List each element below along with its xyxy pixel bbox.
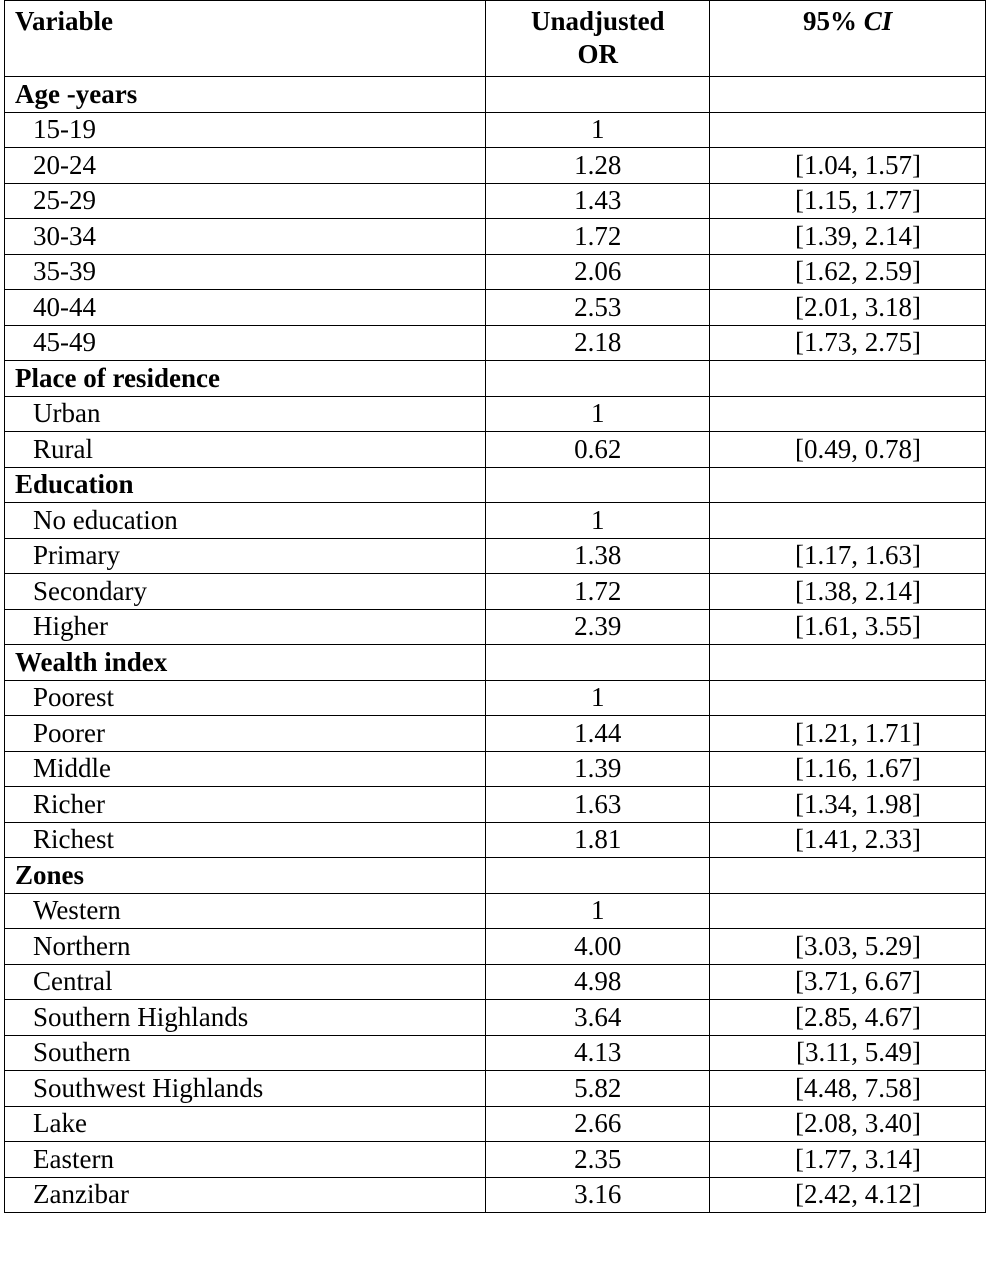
table-row: [5, 1035, 986, 1071]
confidence-interval-value: [2.08, 3.40]: [710, 1106, 986, 1142]
confidence-interval-value: [1.04, 1.57]: [710, 148, 986, 184]
header-unadjusted-or: [486, 1, 710, 77]
table-row: [5, 1071, 986, 1107]
table-row: [5, 538, 986, 574]
row-label: Richest: [5, 822, 486, 858]
empty-cell: [486, 858, 710, 894]
odds-ratio-value: 1.81: [486, 822, 710, 858]
odds-ratio-value: 4.00: [486, 929, 710, 965]
odds-ratio-value: 1.72: [486, 219, 710, 255]
confidence-interval-value: [2.42, 4.12]: [710, 1177, 986, 1213]
table-row: [5, 893, 986, 929]
confidence-interval-value: [1.77, 3.14]: [710, 1142, 986, 1178]
row-label: 35-39: [5, 254, 486, 290]
confidence-interval-value: [710, 680, 986, 716]
odds-ratio-value: 1.28: [486, 148, 710, 184]
odds-ratio-value: 1.39: [486, 751, 710, 787]
section-row: [5, 858, 986, 894]
row-label: No education: [5, 503, 486, 539]
row-label: 30-34: [5, 219, 486, 255]
table-row: [5, 751, 986, 787]
table-row: [5, 680, 986, 716]
section-title: Place of residence: [5, 361, 486, 397]
odds-ratio-value: 1.44: [486, 716, 710, 752]
row-label: Southwest Highlands: [5, 1071, 486, 1107]
odds-ratio-value: 2.66: [486, 1106, 710, 1142]
table-row: [5, 609, 986, 645]
empty-cell: [710, 77, 986, 113]
row-label: Urban: [5, 396, 486, 432]
odds-ratio-value: 2.39: [486, 609, 710, 645]
odds-ratio-value: 2.35: [486, 1142, 710, 1178]
table-row: [5, 396, 986, 432]
row-label: Western: [5, 893, 486, 929]
table-row: [5, 254, 986, 290]
table-row: [5, 183, 986, 219]
row-label: Central: [5, 964, 486, 1000]
empty-cell: [710, 361, 986, 397]
row-label: Poorer: [5, 716, 486, 752]
section-title: Age -years: [5, 77, 486, 113]
odds-ratio-value: 1.43: [486, 183, 710, 219]
table-row: [5, 503, 986, 539]
odds-ratio-value: 4.13: [486, 1035, 710, 1071]
odds-ratio-value: 1.38: [486, 538, 710, 574]
table-row: [5, 1000, 986, 1036]
row-label: Middle: [5, 751, 486, 787]
confidence-interval-value: [2.85, 4.67]: [710, 1000, 986, 1036]
row-label: 45-49: [5, 325, 486, 361]
confidence-interval-value: [1.73, 2.75]: [710, 325, 986, 361]
row-label: Zanzibar: [5, 1177, 486, 1213]
odds-ratio-value: 1: [486, 680, 710, 716]
row-label: Southern Highlands: [5, 1000, 486, 1036]
header-row: [5, 1, 986, 77]
row-label: 15-19: [5, 112, 486, 148]
empty-cell: [486, 645, 710, 681]
header-or-line1: Unadjusted: [531, 6, 665, 36]
table-row: [5, 929, 986, 965]
table-row: [5, 219, 986, 255]
table-row: [5, 716, 986, 752]
header-ci-prefix: 95%: [802, 6, 857, 36]
empty-cell: [710, 645, 986, 681]
confidence-interval-value: [710, 396, 986, 432]
section-title: Zones: [5, 858, 486, 894]
row-label: Poorest: [5, 680, 486, 716]
odds-ratio-value: 1.72: [486, 574, 710, 610]
section-row: [5, 77, 986, 113]
odds-ratio-value: 3.16: [486, 1177, 710, 1213]
row-label: Lake: [5, 1106, 486, 1142]
table-row: [5, 1142, 986, 1178]
confidence-interval-value: [3.71, 6.67]: [710, 964, 986, 1000]
empty-cell: [486, 77, 710, 113]
confidence-interval-value: [1.17, 1.63]: [710, 538, 986, 574]
row-label: Eastern: [5, 1142, 486, 1178]
odds-ratio-value: 1: [486, 503, 710, 539]
header-confidence-interval: [710, 1, 986, 77]
odds-ratio-value: 1: [486, 396, 710, 432]
confidence-interval-value: [4.48, 7.58]: [710, 1071, 986, 1107]
confidence-interval-value: [1.41, 2.33]: [710, 822, 986, 858]
table-row: [5, 787, 986, 823]
table-row: [5, 112, 986, 148]
confidence-interval-value: [1.62, 2.59]: [710, 254, 986, 290]
odds-ratio-value: 1: [486, 893, 710, 929]
row-label: 40-44: [5, 290, 486, 326]
empty-cell: [710, 858, 986, 894]
confidence-interval-value: [2.01, 3.18]: [710, 290, 986, 326]
odds-ratio-value: 4.98: [486, 964, 710, 1000]
confidence-interval-value: [710, 893, 986, 929]
table-row: [5, 290, 986, 326]
table-row: [5, 325, 986, 361]
confidence-interval-value: [1.16, 1.67]: [710, 751, 986, 787]
table-row: [5, 822, 986, 858]
confidence-interval-value: [1.38, 2.14]: [710, 574, 986, 610]
confidence-interval-value: [1.34, 1.98]: [710, 787, 986, 823]
odds-ratio-value: 1: [486, 112, 710, 148]
row-label: 20-24: [5, 148, 486, 184]
section-title: Education: [5, 467, 486, 503]
row-label: Secondary: [5, 574, 486, 610]
confidence-interval-value: [1.39, 2.14]: [710, 219, 986, 255]
odds-ratio-table: [4, 0, 986, 1213]
table-row: [5, 574, 986, 610]
confidence-interval-value: [3.11, 5.49]: [710, 1035, 986, 1071]
table-row: [5, 432, 986, 468]
row-label: Northern: [5, 929, 486, 965]
header-or-line2: OR: [577, 39, 619, 69]
confidence-interval-value: [1.21, 1.71]: [710, 716, 986, 752]
table-row: [5, 148, 986, 184]
row-label: Rural: [5, 432, 486, 468]
section-row: [5, 361, 986, 397]
table-row: [5, 1106, 986, 1142]
row-label: 25-29: [5, 183, 486, 219]
empty-cell: [710, 467, 986, 503]
table-row: [5, 964, 986, 1000]
odds-ratio-value: 2.18: [486, 325, 710, 361]
section-title: Wealth index: [5, 645, 486, 681]
odds-ratio-value: 2.53: [486, 290, 710, 326]
confidence-interval-value: [710, 112, 986, 148]
odds-ratio-value: 5.82: [486, 1071, 710, 1107]
odds-ratio-value: 1.63: [486, 787, 710, 823]
confidence-interval-value: [1.61, 3.55]: [710, 609, 986, 645]
header-variable: Variable: [5, 1, 486, 77]
section-row: [5, 467, 986, 503]
confidence-interval-value: [0.49, 0.78]: [710, 432, 986, 468]
empty-cell: [486, 361, 710, 397]
row-label: Richer: [5, 787, 486, 823]
header-ci-italic: CI: [863, 6, 893, 36]
row-label: Southern: [5, 1035, 486, 1071]
row-label: Primary: [5, 538, 486, 574]
empty-cell: [486, 467, 710, 503]
odds-ratio-value: 2.06: [486, 254, 710, 290]
table-body: [5, 77, 986, 1213]
confidence-interval-value: [1.15, 1.77]: [710, 183, 986, 219]
row-label: Higher: [5, 609, 486, 645]
section-row: [5, 645, 986, 681]
odds-ratio-value: 3.64: [486, 1000, 710, 1036]
confidence-interval-value: [710, 503, 986, 539]
confidence-interval-value: [3.03, 5.29]: [710, 929, 986, 965]
odds-ratio-value: 0.62: [486, 432, 710, 468]
table-row: [5, 1177, 986, 1213]
